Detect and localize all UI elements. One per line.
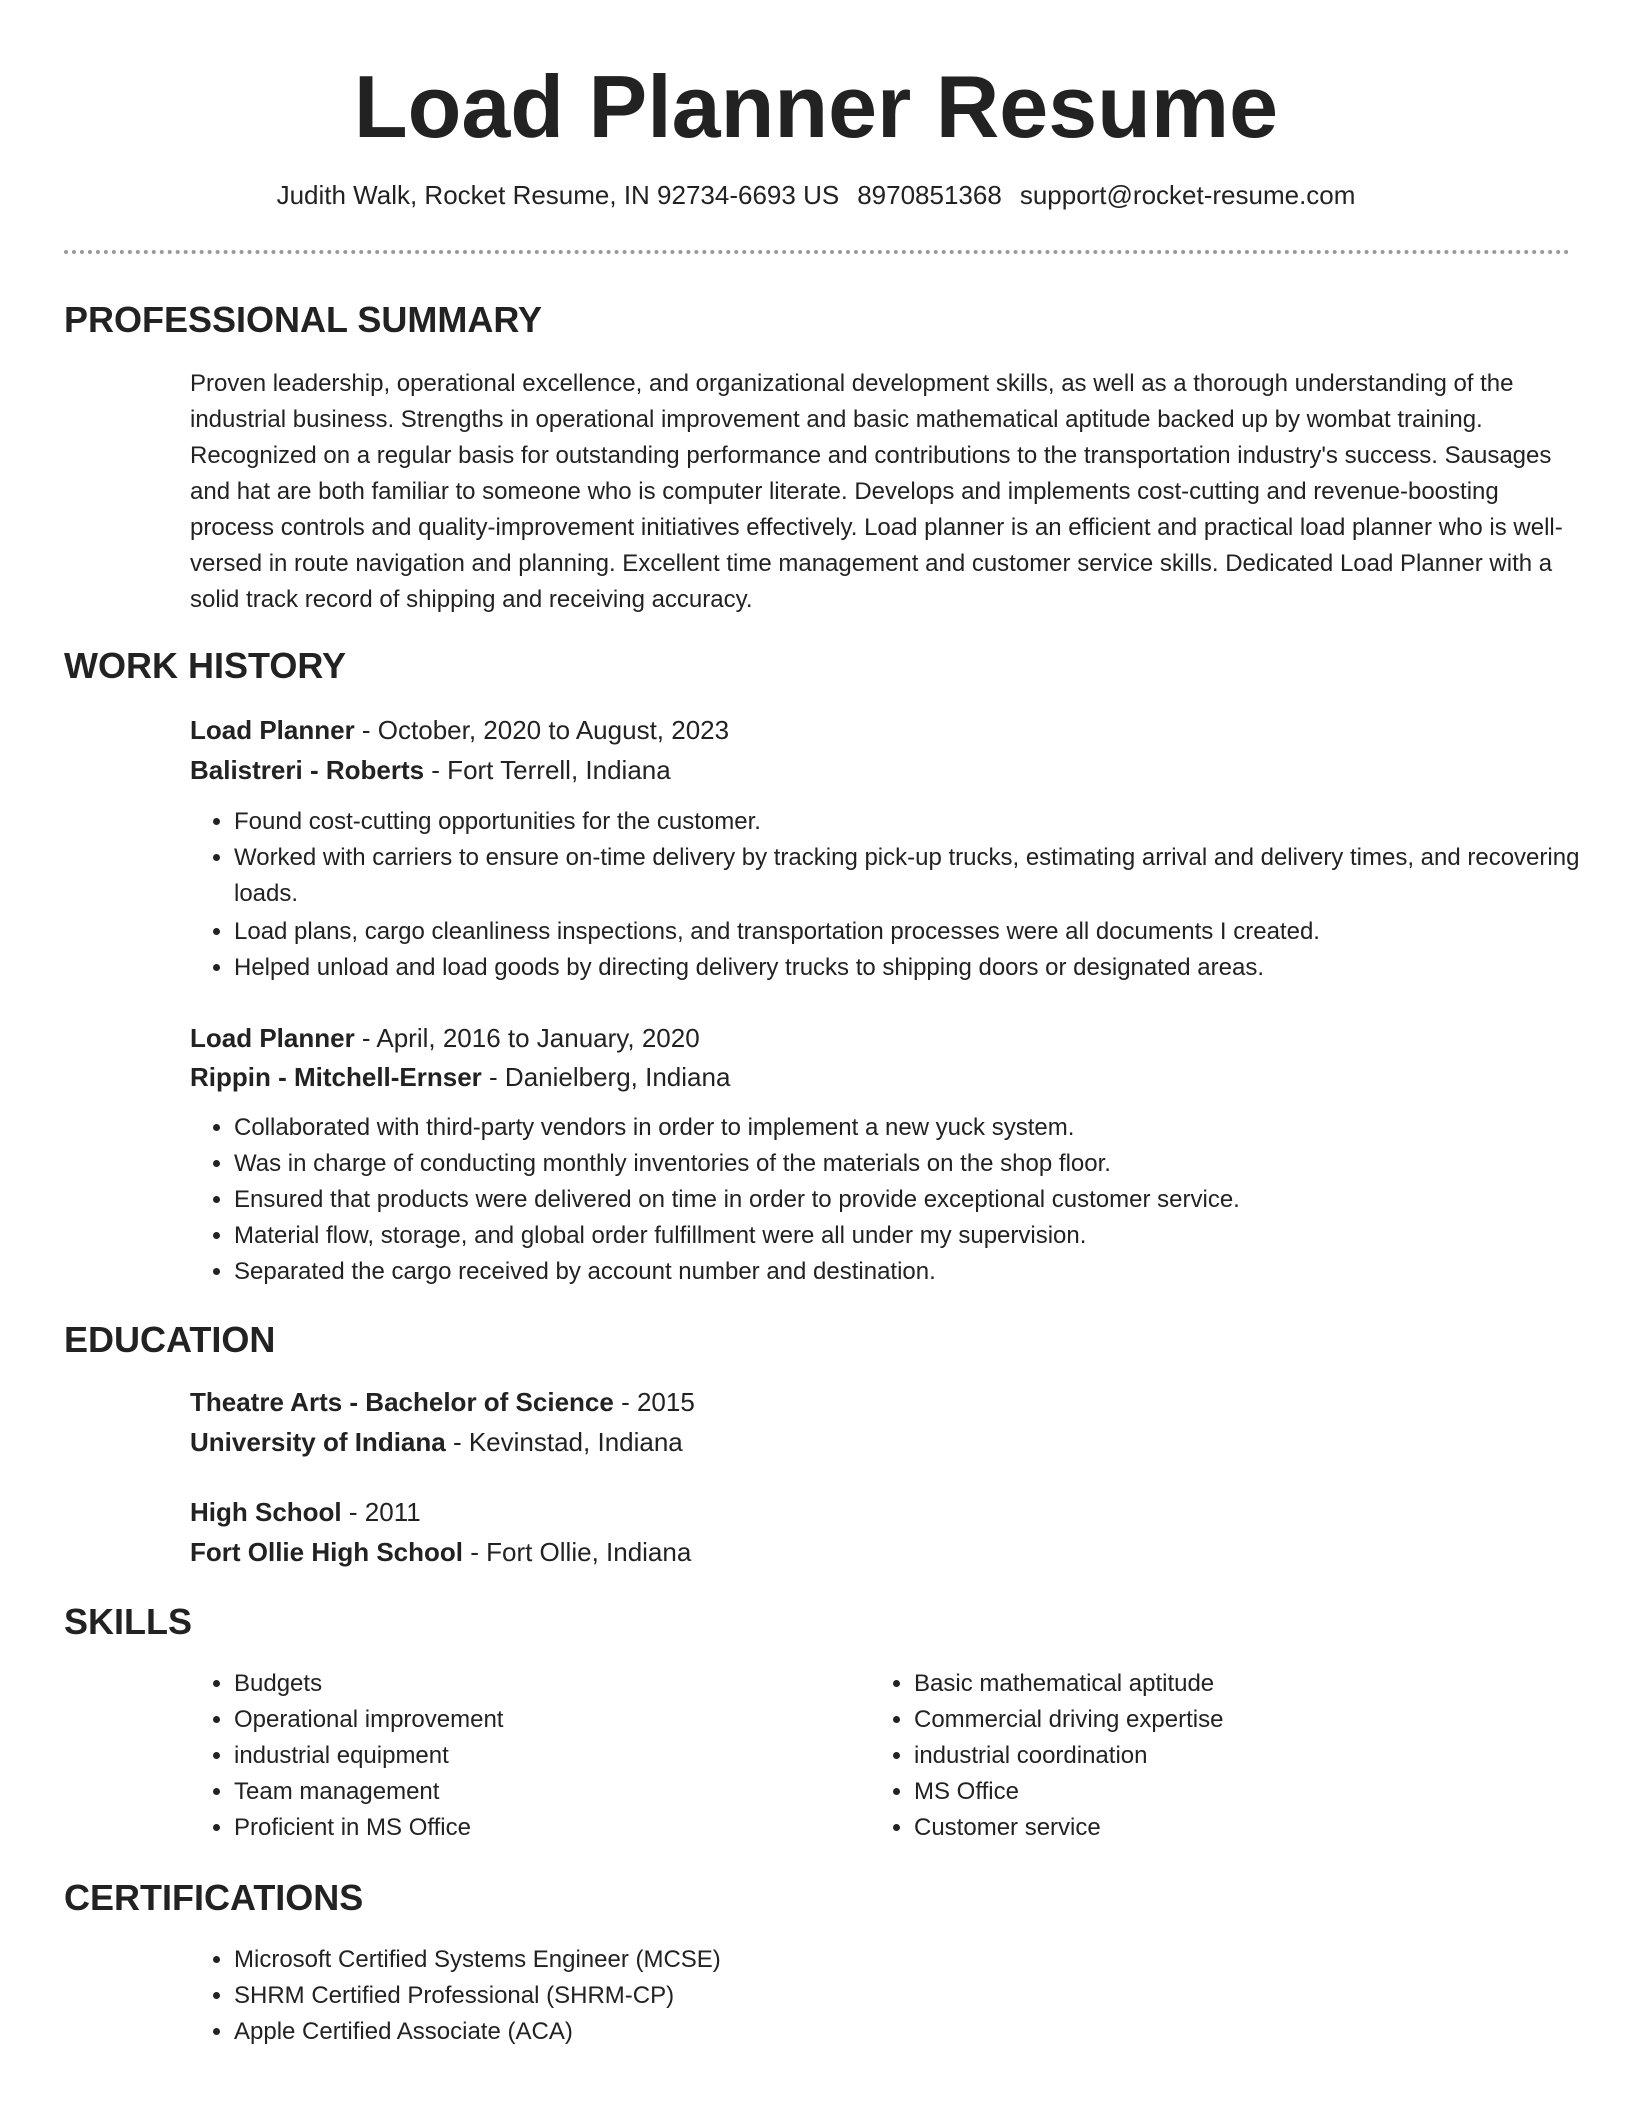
- job-bullets: [190, 804, 1624, 986]
- job-title-line: [190, 1018, 700, 1058]
- skills-list-right: [870, 1666, 1554, 1846]
- education-degree: Theatre Arts - Bachelor of Science: [190, 1387, 614, 1417]
- job-bullet: • Load plans, cargo cleanliness inspections, and transportation processes were all documents I created.: [234, 914, 1624, 950]
- job-bullet: • Collaborated with third-party vendors in order to implement a new yuck system.: [234, 1110, 1624, 1146]
- resume-title: Load Planner Resume: [353, 57, 1279, 156]
- job-bullet: • Material flow, storage, and global order fulfillment were all under my supervision.: [234, 1218, 1624, 1254]
- job-bullet: • Worked with carriers to ensure on-time delivery by tracking pick-up trucks, estimating arrival and delivery times, and recovering loads.: [234, 840, 1624, 912]
- contact-email: support@rocket-resume.com: [1019, 180, 1356, 210]
- skill-item: • Commercial driving expertise: [914, 1702, 1554, 1738]
- skill-item: • Budgets: [234, 1666, 874, 1702]
- certifications-list: [190, 1942, 1624, 2050]
- education-school-line: [190, 1532, 691, 1572]
- skill-item: • Proficient in MS Office: [234, 1810, 874, 1846]
- skill-item: • MS Office: [914, 1774, 1554, 1810]
- certification-item: • Microsoft Certified Systems Engineer (MCSE): [234, 1942, 1624, 1978]
- work-history-heading: WORK HISTORY: [64, 645, 347, 686]
- job-bullet: • Separated the cargo received by account number and destination.: [234, 1254, 1624, 1290]
- job-bullet: • Ensured that products were delivered on time in order to provide exceptional customer service.: [234, 1182, 1624, 1218]
- contact-address: Judith Walk, Rocket Resume, IN 92734-6693 US: [276, 180, 840, 210]
- skills-heading: SKILLS: [64, 1601, 193, 1642]
- job-bullet: • Helped unload and load goods by directing delivery trucks to shipping doors or designated areas.: [234, 950, 1624, 986]
- summary-heading: PROFESSIONAL SUMMARY: [64, 299, 543, 340]
- education-degree-line: [190, 1492, 421, 1532]
- education-degree: High School: [190, 1497, 342, 1527]
- certification-item: • Apple Certified Associate (ACA): [234, 2014, 1624, 2050]
- job-title-line: [190, 710, 729, 750]
- skill-item: • Basic mathematical aptitude: [914, 1666, 1554, 1702]
- skill-item: • Operational improvement: [234, 1702, 874, 1738]
- certifications-heading: CERTIFICATIONS: [64, 1877, 364, 1918]
- certification-item: • SHRM Certified Professional (SHRM-CP): [234, 1978, 1624, 2014]
- job-dates: - October, 2020 to August, 2023: [354, 715, 730, 745]
- skill-item: • industrial equipment: [234, 1738, 874, 1774]
- education-year: - 2011: [341, 1497, 421, 1527]
- job-company-line: [190, 750, 671, 790]
- job-bullet: • Found cost-cutting opportunities for the customer.: [234, 804, 1624, 840]
- job-company: Balistreri - Roberts: [190, 755, 425, 785]
- job-location: - Fort Terrell, Indiana: [424, 755, 671, 785]
- education-school: Fort Ollie High School: [190, 1537, 463, 1567]
- job-dates: - April, 2016 to January, 2020: [354, 1023, 700, 1053]
- education-school-line: [190, 1422, 683, 1462]
- contact-phone: 8970851368: [857, 180, 1002, 210]
- job-location: - Danielberg, Indiana: [481, 1062, 731, 1092]
- education-location: - Fort Ollie, Indiana: [463, 1537, 692, 1567]
- skills-list-left: [190, 1666, 874, 1846]
- header-divider: [64, 250, 1570, 254]
- education-heading: EDUCATION: [64, 1319, 276, 1360]
- job-bullets: [190, 1110, 1624, 1290]
- job-bullet: • Was in charge of conducting monthly inventories of the materials on the shop floor.: [234, 1146, 1624, 1182]
- education-year: - 2015: [613, 1387, 695, 1417]
- skill-item: • industrial coordination: [914, 1738, 1554, 1774]
- education-degree-line: [190, 1382, 695, 1422]
- contact-line: [0, 178, 1632, 212]
- education-location: - Kevinstad, Indiana: [445, 1427, 683, 1457]
- skill-item: • Customer service: [914, 1810, 1554, 1846]
- summary-text: Proven leadership, operational excellence, and organizational development skills, as well as a thorough understanding of the industrial business. Strengths in operational improvement and basic mathematical aptitude backed up by wombat training. Recognized on a regular basis for outstanding performance and contributions to the transportation industry's success. Sausages and hat are both familiar to someone who is computer literate. Develops and implements cost-cutting and revenue-boosting process controls and quality-improvement initiatives effectively. Load planner is an efficient and practical load planner who is well-versed in route navigation and planning. Excellent time management and customer service skills. Dedicated Load Planner with a solid track record of shipping and receiving accuracy.: [190, 370, 1563, 613]
- education-school: University of Indiana: [190, 1427, 446, 1457]
- job-title: Load Planner: [190, 715, 355, 745]
- skill-item: • Team management: [234, 1774, 874, 1810]
- job-company-line: [190, 1057, 730, 1097]
- job-title: Load Planner: [190, 1023, 355, 1053]
- job-company: Rippin - Mitchell-Ernser: [190, 1062, 482, 1092]
